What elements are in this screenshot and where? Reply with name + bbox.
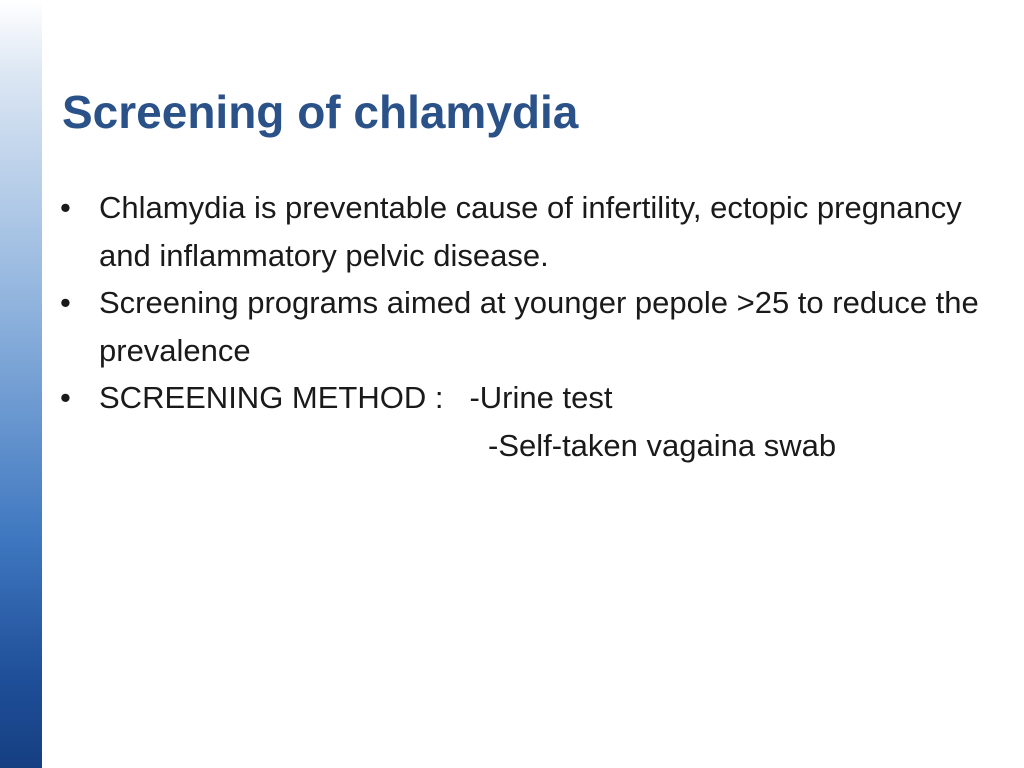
bullet-text: Screening programs aimed at younger pepole >25 to reduce the prevalence bbox=[99, 285, 979, 368]
bullet-icon: • bbox=[60, 380, 71, 415]
decorative-side-bar bbox=[0, 0, 42, 768]
bullet-item-screening-method bbox=[60, 374, 980, 469]
screening-method-option: -Self-taken vagaina swab bbox=[488, 427, 837, 463]
slide-title: Screening of chlamydia bbox=[62, 86, 579, 138]
screening-method-row bbox=[99, 374, 980, 422]
bullet-item bbox=[60, 279, 980, 374]
bullet-icon: • bbox=[60, 285, 71, 320]
bullet-icon: • bbox=[60, 190, 71, 225]
screening-method-option: -Urine test bbox=[469, 380, 613, 415]
bullet-list bbox=[60, 184, 980, 469]
screening-method-label: SCREENING METHOD : bbox=[99, 380, 444, 415]
screening-method-option-row bbox=[99, 422, 980, 470]
bullet-text: Chlamydia is preventable cause of infertility, ectopic pregnancy and inflammatory pelvic disease. bbox=[99, 190, 962, 273]
bullet-item bbox=[60, 184, 980, 279]
